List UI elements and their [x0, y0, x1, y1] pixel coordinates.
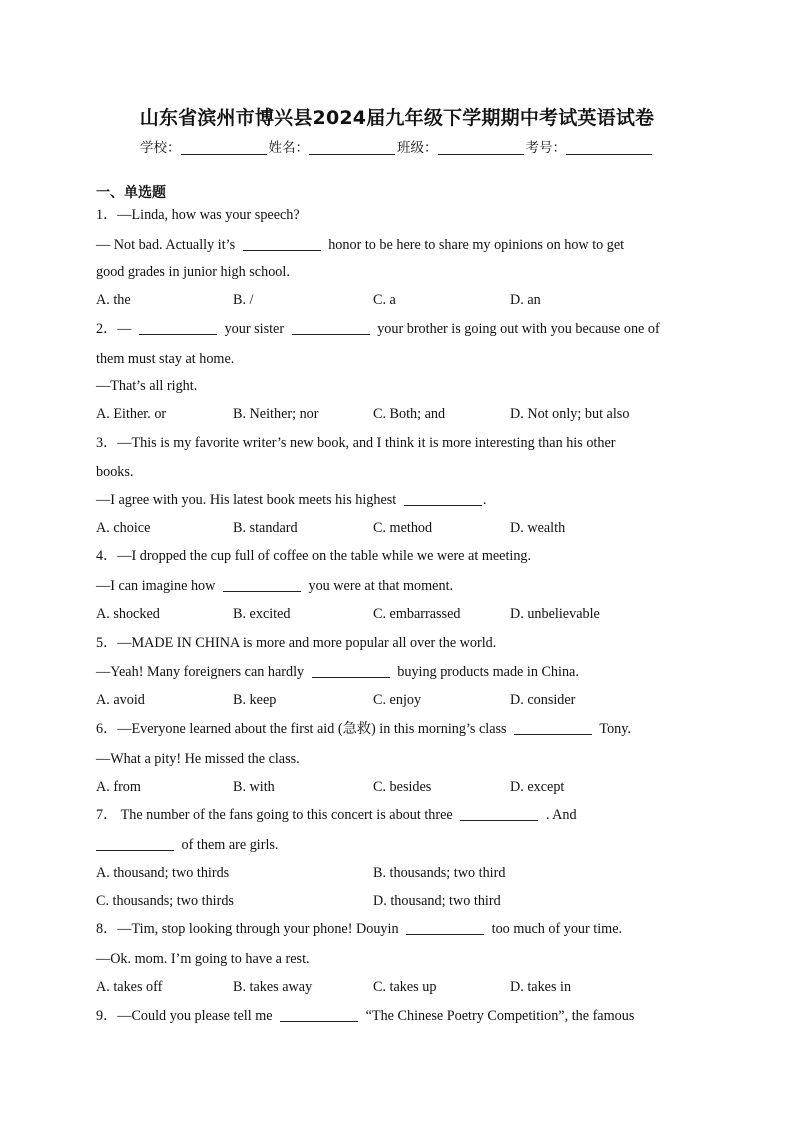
q8-text-b: too much of your time. — [491, 921, 623, 937]
q8-option-d[interactable]: D. takes in — [510, 979, 572, 995]
q6-option-a[interactable]: A. from — [96, 779, 141, 795]
q5-option-d[interactable]: D. consider — [510, 692, 576, 708]
q8-option-a[interactable]: A. takes off — [96, 979, 163, 995]
q6-line-2: —What a pity! He missed the class. — [96, 751, 300, 767]
school-label: 学校： — [140, 140, 181, 156]
q1-option-b[interactable]: B. / — [233, 292, 254, 308]
student-info-row — [0, 136, 794, 156]
exam-title: 山东省滨州市博兴县2024届九年级下学期期中考试英语试卷 — [139, 107, 655, 129]
q2-answer-blank-1[interactable] — [139, 321, 217, 335]
school-blank[interactable] — [181, 140, 267, 155]
q8-answer-blank[interactable] — [406, 921, 484, 935]
q7-option-b[interactable]: B. thousands; two third — [373, 865, 506, 881]
q7-text-c: of them are girls. — [181, 837, 279, 853]
q1-line-1: 1．—Linda, how was your speech? — [96, 207, 300, 223]
q3-answer-blank[interactable] — [404, 492, 482, 506]
q2-option-c[interactable]: C. Both; and — [373, 406, 446, 422]
q8-line-1 — [96, 920, 697, 938]
q2-line-1 — [96, 320, 697, 338]
q5-option-b[interactable]: B. keep — [233, 692, 277, 708]
q2-text-a: 2．— — [96, 321, 132, 337]
q4-text-b: you were at that moment. — [308, 578, 454, 594]
q8-option-b[interactable]: B. takes away — [233, 979, 313, 995]
q7-text-a: 7． The number of the fans going to this concert is about three — [96, 807, 453, 823]
q4-text-a: —I can imagine how — [96, 578, 216, 594]
q5-answer-blank[interactable] — [312, 664, 390, 678]
q2-answer-blank-2[interactable] — [292, 321, 370, 335]
q7-option-a[interactable]: A. thousand; two thirds — [96, 865, 230, 881]
q3-option-a[interactable]: A. choice — [96, 520, 151, 536]
section-heading: 一、单选题 — [96, 185, 166, 201]
q6-text-a: 6．—Everyone learned about the first aid (急救) in this morning’s class — [96, 721, 507, 737]
q2-line-2: them must stay at home. — [96, 351, 235, 367]
q5-text-b: buying products made in China. — [397, 664, 579, 680]
name-blank[interactable] — [309, 140, 395, 155]
q9-answer-blank[interactable] — [280, 1008, 358, 1022]
q7-option-d[interactable]: D. thousand; two third — [373, 893, 501, 909]
q7-line-2 — [96, 836, 697, 854]
q5-text-a: —Yeah! Many foreigners can hardly — [96, 664, 305, 680]
q7-answer-blank-2[interactable] — [96, 837, 174, 851]
q6-text-b: Tony. — [599, 721, 631, 737]
q5-line-1: 5．—MADE IN CHINA is more and more popular all over the world. — [96, 635, 497, 651]
q4-option-c[interactable]: C. embarrassed — [373, 606, 461, 622]
q6-option-b[interactable]: B. with — [233, 779, 275, 795]
q3-period: . — [482, 492, 487, 508]
q7-option-c[interactable]: C. thousands; two thirds — [96, 893, 234, 909]
q5-line-2 — [96, 663, 697, 681]
q2-option-d[interactable]: D. Not only; but also — [510, 406, 630, 422]
q4-option-a[interactable]: A. shocked — [96, 606, 160, 622]
q2-text-c: your brother is going out with you because one of — [377, 321, 660, 337]
q5-option-c[interactable]: C. enjoy — [373, 692, 422, 708]
q1-option-a[interactable]: A. the — [96, 292, 131, 308]
q2-option-b[interactable]: B. Neither; nor — [233, 406, 319, 422]
q1-text-a: — Not bad. Actually it’s — [96, 237, 236, 253]
number-label: 考号： — [525, 140, 566, 156]
q3-option-b[interactable]: B. standard — [233, 520, 298, 536]
q3-line-2: books. — [96, 464, 134, 480]
q7-answer-blank-1[interactable] — [460, 807, 538, 821]
q1-answer-blank[interactable] — [243, 237, 321, 251]
q3-line-3 — [96, 491, 697, 509]
q9-text-b: “The Chinese Poetry Competition”, the famous — [365, 1008, 635, 1024]
number-blank[interactable] — [566, 140, 652, 155]
q6-option-c[interactable]: C. besides — [373, 779, 432, 795]
name-label: 姓名： — [268, 140, 309, 156]
class-label: 班级： — [397, 140, 438, 156]
q1-option-c[interactable]: C. a — [373, 292, 396, 308]
q3-text-a: —I agree with you. His latest book meets his highest — [96, 492, 397, 508]
q3-option-c[interactable]: C. method — [373, 520, 433, 536]
q8-text-a: 8．—Tim, stop looking through your phone! Douyin — [96, 921, 399, 937]
q6-answer-blank[interactable] — [514, 721, 592, 735]
q2-text-b: your sister — [224, 321, 285, 337]
q9-line-1 — [96, 1007, 697, 1025]
q2-line-3: —That’s all right. — [96, 378, 198, 394]
q8-option-c[interactable]: C. takes up — [373, 979, 437, 995]
q5-option-a[interactable]: A. avoid — [96, 692, 145, 708]
q1-line-3: good grades in junior high school. — [96, 264, 290, 280]
q1-text-b: honor to be here to share my opinions on how to get — [328, 237, 625, 253]
q9-text-a: 9．—Could you please tell me — [96, 1008, 273, 1024]
q3-line-1: 3．—This is my favorite writer’s new book, and I think it is more interesting than his other — [96, 435, 616, 451]
q1-option-d[interactable]: D. an — [510, 292, 541, 308]
q6-option-d[interactable]: D. except — [510, 779, 565, 795]
q1-line-2 — [96, 236, 697, 254]
q4-option-b[interactable]: B. excited — [233, 606, 291, 622]
q4-line-1: 4．—I dropped the cup full of coffee on the table while we were at meeting. — [96, 548, 532, 564]
q2-option-a[interactable]: A. Either. or — [96, 406, 167, 422]
q4-line-2 — [96, 577, 697, 595]
q7-text-b: . And — [545, 807, 577, 823]
q6-line-1 — [96, 720, 697, 738]
class-blank[interactable] — [438, 140, 524, 155]
q7-line-1 — [96, 806, 697, 824]
q4-option-d[interactable]: D. unbelievable — [510, 606, 600, 622]
q4-answer-blank[interactable] — [223, 578, 301, 592]
q8-line-2: —Ok. mom. I’m going to have a rest. — [96, 951, 310, 967]
q3-option-d[interactable]: D. wealth — [510, 520, 566, 536]
